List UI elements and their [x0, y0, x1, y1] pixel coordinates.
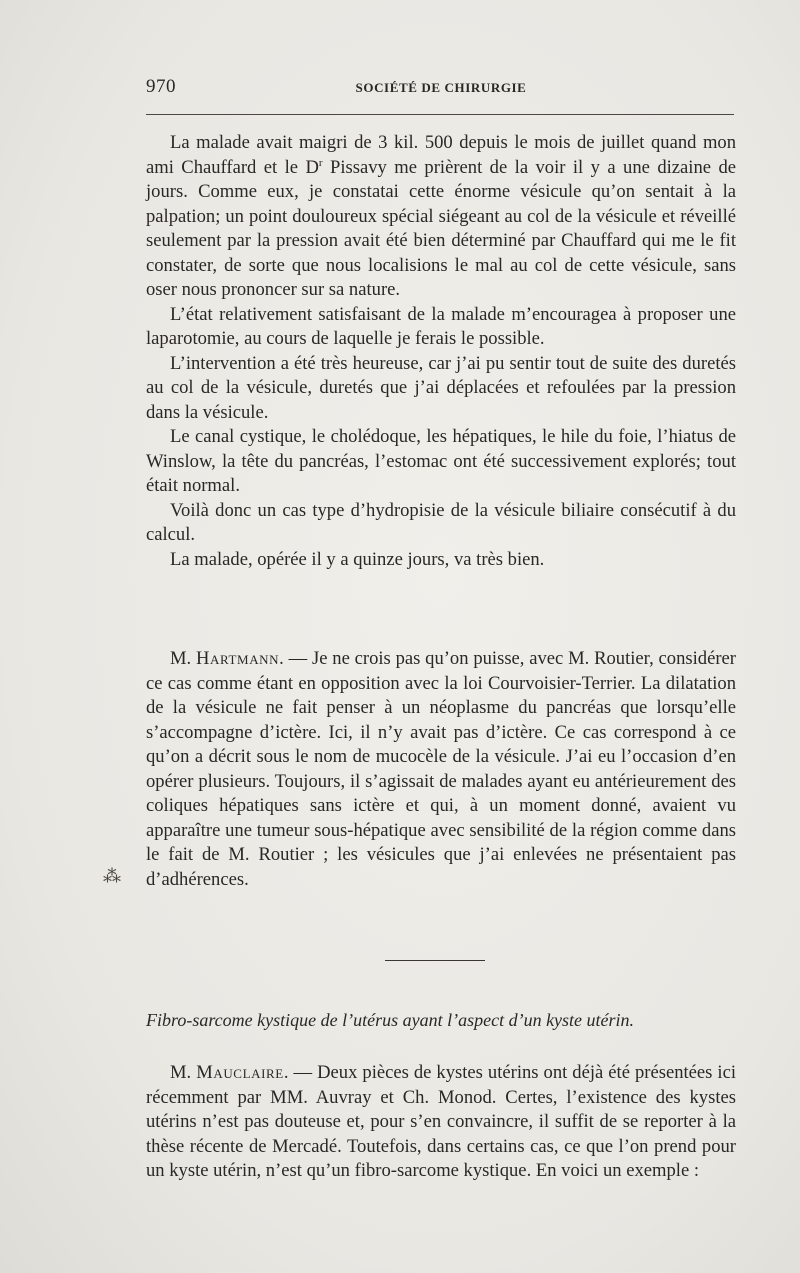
running-title: SOCIÉTÉ DE CHIRURGIE: [355, 80, 527, 95]
page-number: 970: [146, 76, 176, 97]
page-header: [146, 76, 734, 100]
section-mauclaire-text: [146, 1061, 736, 1184]
margin-mark-icon: ⁂: [103, 866, 121, 886]
paragraph: M. Hartmann. — Je ne crois pas qu’on puisse, avec M. Routier, considérer ce cas comme étant en opposition avec la loi Courvoisier-Terrier. La dilatation de la vésicule ne fait penser à un néoplasme du pancréas que lorsqu’elle s’accompagne d’ictère. Ici, il n’y avait pas d’ictère. Ce cas correspond à ce qu’on a décrit sous le nom de mucocèle de la vésicule. J’ai eu l’occasion d’en opérer plusieurs. Toujours, il s’agissait de malades ayant eu antérieurement des coliques hépatiques sans ictère et qui, à un moment donné, avaient vu apparaître une tumeur sous-hépatique avec sensibilité de la région comme dans le fait de M. Routier ; les vésicules que j’ai enlevées ne présentaient pas d’adhérences.: [146, 648, 736, 890]
section-routier-text: [146, 131, 736, 572]
paragraph: La malade avait maigri de 3 kil. 500 depuis le mois de juillet quand mon ami Chauffard et le $D^r$ Pissavy me prièrent de la voir il y a une dizaine de jours. Comme eux, je constatai cette énorme vésicule qu’on sentait à la palpation; un point douloureux spécial siégeant au col de la vésicule et réveillé seulement par la pression avait été bien déterminé par Chauffard qui me le fit constater, de sorte que nous localisions le mal au col de cette vésicule, sans oser nous prononcer sur sa nature.: [146, 132, 736, 300]
speaker-name: Mauclaire: [196, 1062, 284, 1083]
header-rule: [146, 114, 734, 115]
paragraph: Voilà donc un cas type d’hydropisie de la vésicule biliaire consécutif à du calcul.: [146, 499, 736, 545]
section-title: Fibro-sarcome kystique de l’utérus ayant l’aspect d’un kyste utérin.: [146, 1010, 635, 1030]
speaker-name: Hartmann: [195, 648, 280, 669]
paragraph: M. Mauclaire. — Deux pièces de kystes utérins ont déjà été présentées ici récemment par MM. Auvray et Ch. Monod. Certes, l’existence des kystes utérins n’est pas douteuse et, pour s’en convaincre, il suffit de se reporter à la thèse récente de Mercadé. Toutefois, dans certains cas, ce que l’on prend pour un kyste utérin, n’est qu’un fibro-sarcome kystique. En voici un exemple :: [146, 1062, 736, 1181]
section-hartmann-text: [146, 647, 736, 892]
paragraph: La malade, opérée il y a quinze jours, va très bien.: [170, 548, 545, 570]
section-separator: [385, 960, 485, 961]
paragraph: L’état relativement satisfaisant de la malade m’encouragea à proposer une laparotomie, au cours de laquelle je ferais le possible.: [146, 303, 736, 349]
paragraph: L’intervention a été très heureuse, car j’ai pu sentir tout de suite des duretés au col de la vésicule, duretés que j’ai déplacées et refoulées par la pression dans la vésicule.: [146, 352, 736, 423]
paragraph: Le canal cystique, le cholédoque, les hépatiques, le hile du foie, l’hiatus de Winslow, la tête du pancréas, l’estomac ont été successivement explorés; tout était normal.: [146, 426, 736, 496]
